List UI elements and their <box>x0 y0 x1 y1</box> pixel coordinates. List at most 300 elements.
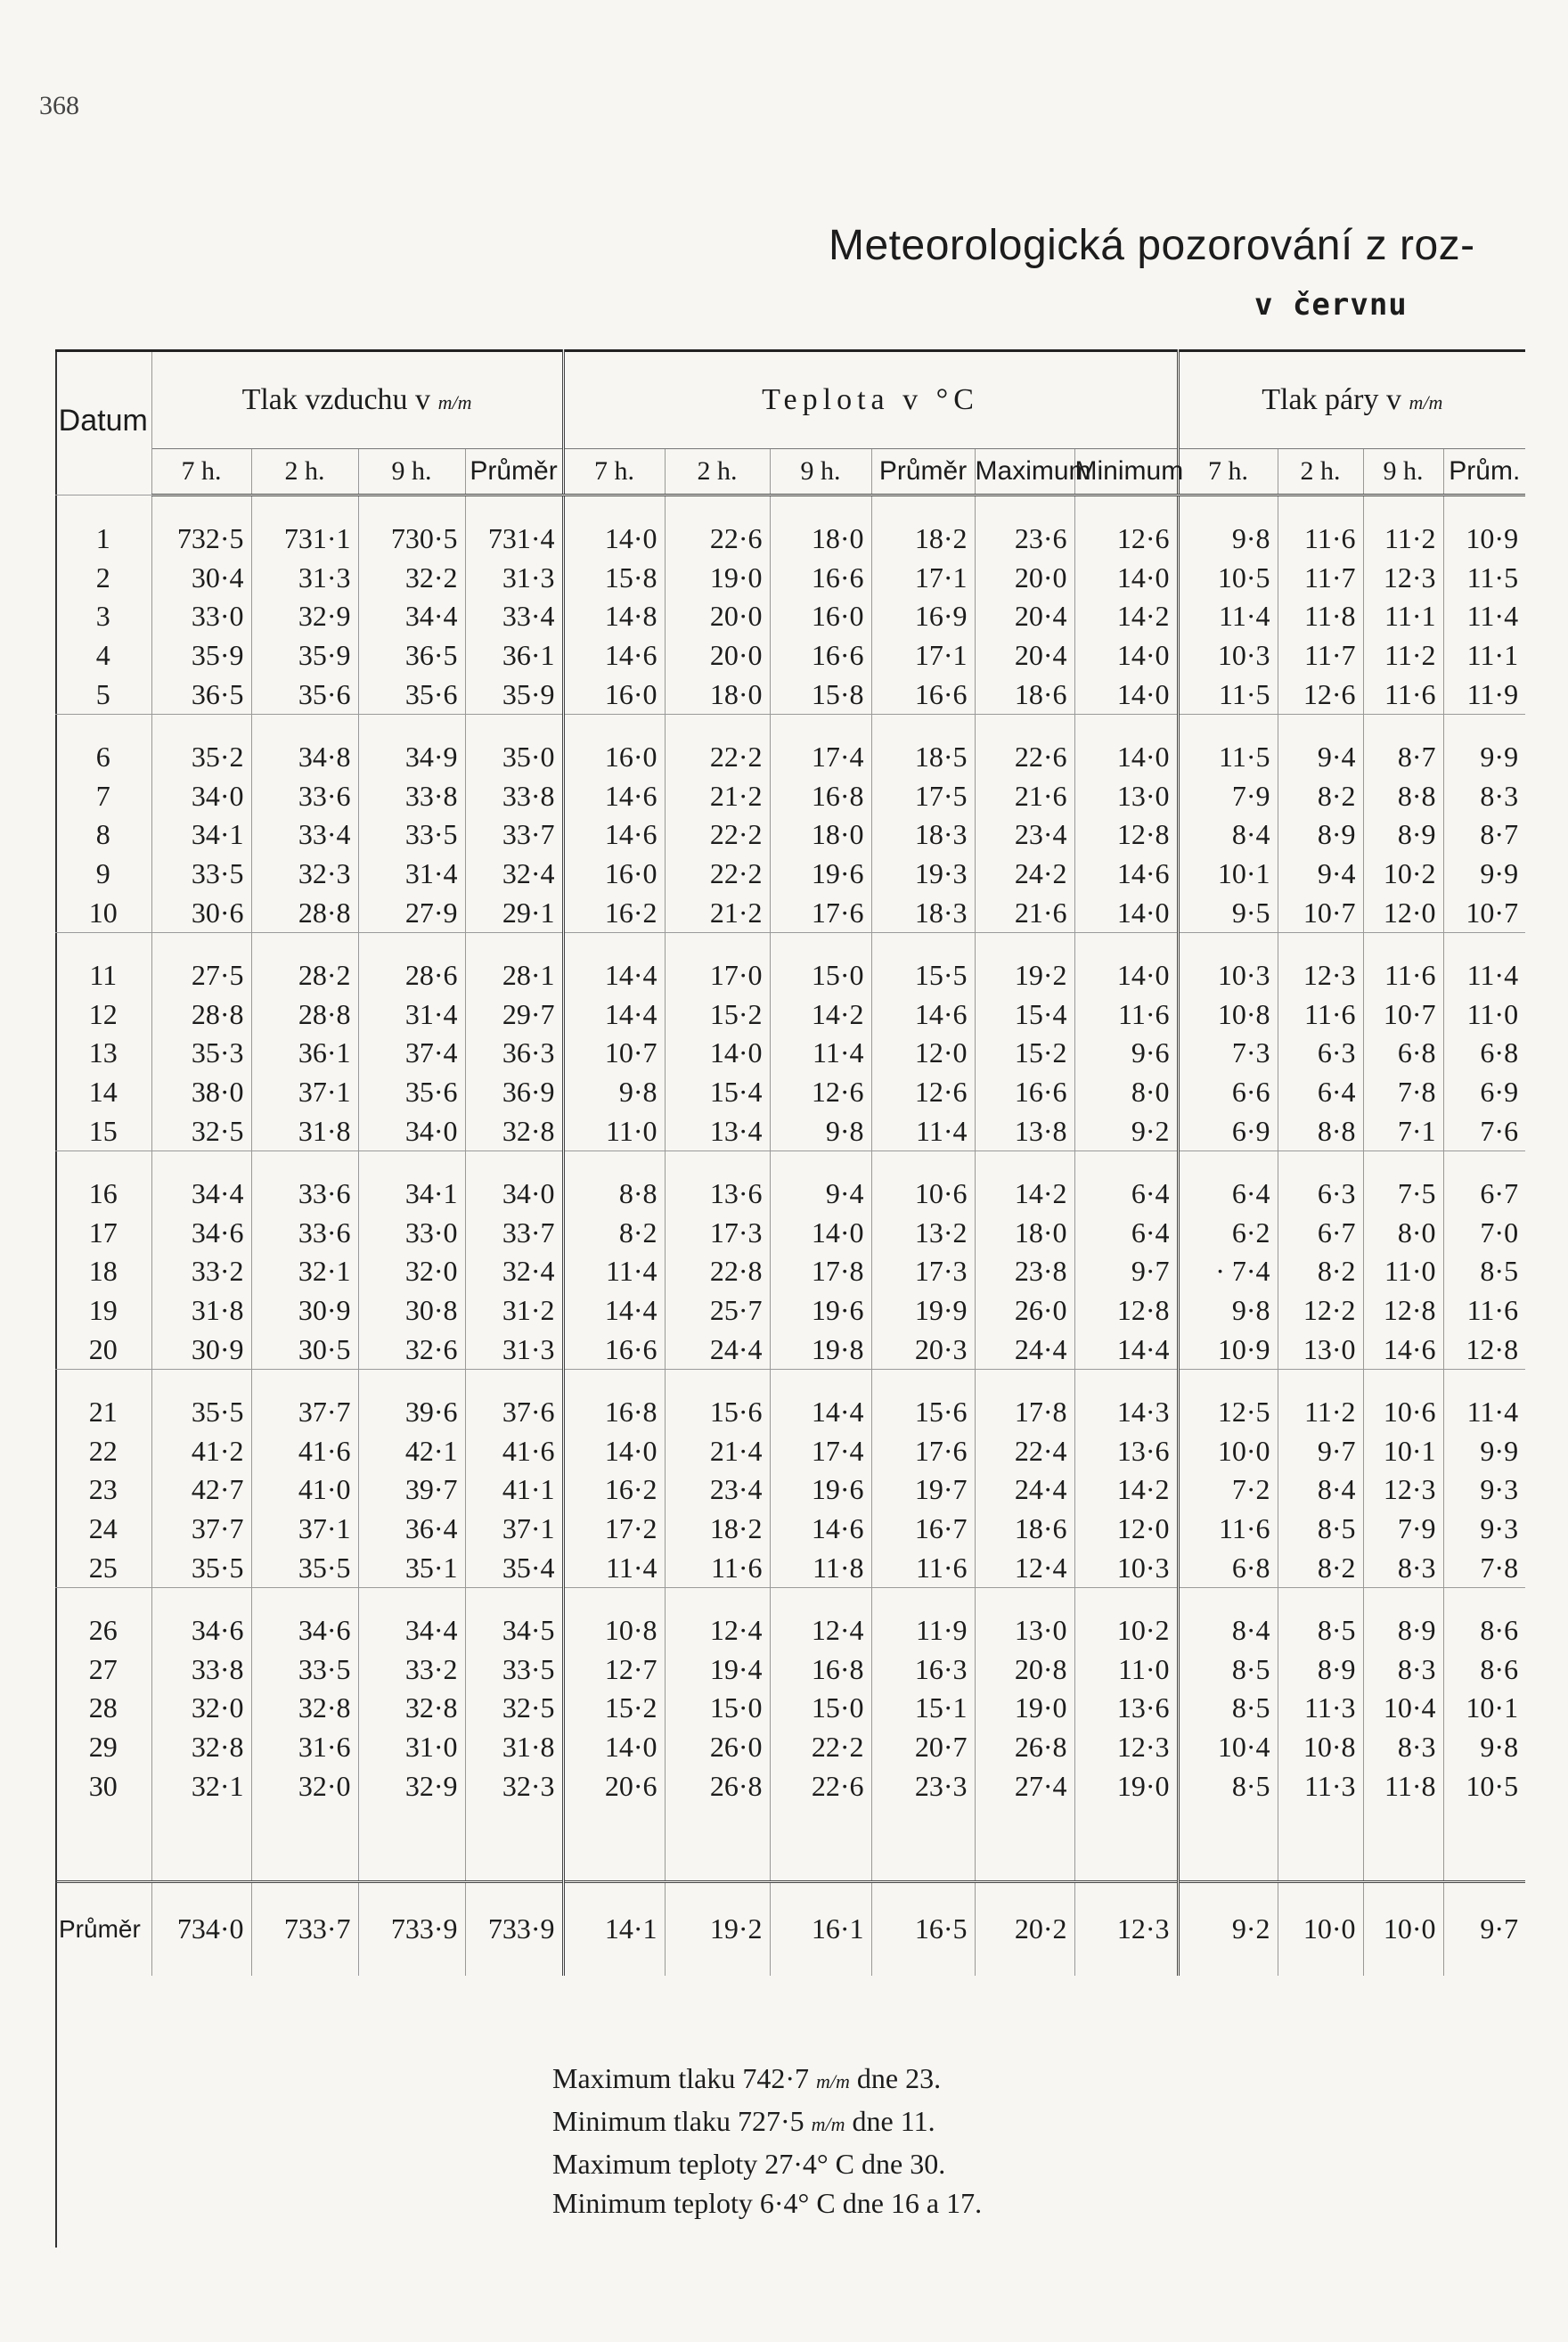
table-row <box>55 1330 1525 1369</box>
value-cell: 14·3 <box>1074 1369 1178 1431</box>
value-cell: 28·1 <box>465 932 563 995</box>
value-cell: 16·9 <box>871 597 975 636</box>
value-cell: 18·6 <box>975 1510 1074 1549</box>
note-min-pressure-prefix: Minimum tlaku 727·5 <box>552 2105 804 2137</box>
value-cell: 18·6 <box>975 675 1074 714</box>
header-vapor <box>1178 351 1525 449</box>
value-cell: 11·5 <box>1178 714 1278 776</box>
value-cell: 9·9 <box>1443 714 1525 776</box>
spacer-cell <box>1443 1806 1525 1882</box>
value-cell: 36·5 <box>151 675 251 714</box>
value-cell: 8·3 <box>1363 1650 1443 1689</box>
value-cell: 10·2 <box>1074 1587 1178 1650</box>
average-value: 733·7 <box>251 1881 358 1976</box>
day-cell: 30 <box>88 1769 118 1802</box>
value-cell: 31·8 <box>465 1728 563 1767</box>
table-row <box>55 1766 1525 1806</box>
value-cell: 21·2 <box>665 893 770 932</box>
subheader-pressure-1: 2 h. <box>251 449 358 495</box>
value-cell: 9·8 <box>563 1073 665 1112</box>
day-cell: 24 <box>88 1511 118 1544</box>
value-cell: 8·6 <box>1443 1650 1525 1689</box>
value-cell: 34·8 <box>251 714 358 776</box>
value-cell: 13·6 <box>1074 1431 1178 1470</box>
value-cell: 8·3 <box>1363 1728 1443 1767</box>
value-cell: 35·9 <box>251 636 358 676</box>
value-cell: 35·1 <box>358 1548 465 1587</box>
value-cell: 6·4 <box>1074 1214 1178 1253</box>
value-cell: 16·0 <box>770 597 871 636</box>
average-label: Průměr <box>55 1881 151 1976</box>
value-cell: 30·8 <box>358 1291 465 1331</box>
value-cell: 10·0 <box>1178 1431 1278 1470</box>
value-cell: 8·2 <box>1278 1548 1363 1587</box>
value-cell: 32·2 <box>358 559 465 598</box>
value-cell: 35·0 <box>465 714 563 776</box>
value-cell: 37·4 <box>358 1034 465 1073</box>
value-cell: 31·3 <box>251 559 358 598</box>
value-cell: 12·4 <box>975 1548 1074 1587</box>
average-value: 12·3 <box>1074 1881 1178 1976</box>
value-cell: 34·6 <box>151 1587 251 1650</box>
value-cell: · 7·4 <box>1178 1252 1278 1291</box>
header-subcolumn-row <box>55 449 1525 495</box>
value-cell: 9·8 <box>1178 1291 1278 1331</box>
value-cell: 10·1 <box>1443 1689 1525 1728</box>
value-cell: 41·2 <box>151 1431 251 1470</box>
value-cell: 19·3 <box>871 855 975 894</box>
value-cell: 30·6 <box>151 893 251 932</box>
value-cell: 10·7 <box>563 1034 665 1073</box>
value-cell: 35·5 <box>251 1548 358 1587</box>
table-row <box>55 815 1525 855</box>
table-row <box>55 855 1525 894</box>
value-cell: 21·6 <box>975 777 1074 816</box>
value-cell: 41·1 <box>465 1470 563 1510</box>
value-cell: 20·8 <box>975 1650 1074 1689</box>
value-cell: 33·2 <box>151 1252 251 1291</box>
value-cell: 9·7 <box>1074 1252 1178 1291</box>
value-cell: 35·3 <box>151 1034 251 1073</box>
value-cell: 9·5 <box>1178 893 1278 932</box>
table-row <box>55 1728 1525 1767</box>
table-row <box>55 597 1525 636</box>
value-cell: 11·4 <box>770 1034 871 1073</box>
table-row <box>55 932 1525 995</box>
value-cell: 8·4 <box>1178 815 1278 855</box>
value-cell: 8·9 <box>1363 815 1443 855</box>
value-cell: 11·6 <box>1074 995 1178 1035</box>
subheader-pressure-3: Průměr <box>465 449 563 495</box>
value-cell: 32·5 <box>465 1689 563 1728</box>
value-cell: 10·1 <box>1363 1431 1443 1470</box>
value-cell: 13·2 <box>871 1214 975 1253</box>
value-cell: 18·2 <box>665 1510 770 1549</box>
page-title: Meteorologická pozorování z roz- <box>829 222 1475 269</box>
value-cell: 18·2 <box>871 495 975 559</box>
value-cell: 9·2 <box>1074 1111 1178 1151</box>
note-min-temperature: Minimum teploty 6·4° C dne 16 a 17. <box>552 2187 983 2219</box>
value-cell: 18·0 <box>665 675 770 714</box>
average-value: 9·7 <box>1443 1881 1525 1976</box>
value-cell: 10·5 <box>1443 1766 1525 1806</box>
value-cell: 14·6 <box>770 1510 871 1549</box>
value-cell: 33·6 <box>251 1214 358 1253</box>
value-cell: 32·8 <box>465 1111 563 1151</box>
value-cell: 20·0 <box>665 636 770 676</box>
value-cell: 10·3 <box>1178 636 1278 676</box>
value-cell: 11·4 <box>1443 597 1525 636</box>
value-cell: 37·1 <box>251 1510 358 1549</box>
value-cell: 14·6 <box>563 777 665 816</box>
value-cell: 37·1 <box>251 1073 358 1112</box>
value-cell: 11·0 <box>1443 995 1525 1035</box>
value-cell: 31·3 <box>465 559 563 598</box>
value-cell: 13·6 <box>665 1151 770 1213</box>
value-cell: 14·0 <box>1074 636 1178 676</box>
value-cell: 20·0 <box>975 559 1074 598</box>
value-cell: 11·8 <box>770 1548 871 1587</box>
note-min-pressure-unit: m/m <box>811 2113 845 2135</box>
value-cell: 19·9 <box>871 1291 975 1331</box>
value-cell: 10·4 <box>1363 1689 1443 1728</box>
value-cell: 13·8 <box>975 1111 1074 1151</box>
value-cell: 12·6 <box>1278 675 1363 714</box>
header-pressure-label: Tlak vzduchu v <box>241 383 431 416</box>
value-cell: 17·8 <box>975 1369 1074 1431</box>
value-cell: 10·4 <box>1178 1728 1278 1767</box>
value-cell: 17·1 <box>871 559 975 598</box>
value-cell: 8·5 <box>1278 1587 1363 1650</box>
spacer-cell <box>151 1806 251 1882</box>
table-row <box>55 495 1525 559</box>
value-cell: 13·0 <box>1278 1330 1363 1369</box>
value-cell: 9·3 <box>1443 1470 1525 1510</box>
value-cell: 7·8 <box>1443 1548 1525 1587</box>
page-subtitle: v červnu <box>1254 287 1408 323</box>
value-cell: 6·4 <box>1178 1151 1278 1213</box>
observation-table <box>55 349 1525 1976</box>
value-cell: 11·0 <box>563 1111 665 1151</box>
day-cell: 27 <box>88 1652 118 1685</box>
value-cell: 33·7 <box>465 1214 563 1253</box>
value-cell: 31·6 <box>251 1728 358 1767</box>
value-cell: 16·2 <box>563 893 665 932</box>
value-cell: 41·0 <box>251 1470 358 1510</box>
value-cell: 22·4 <box>975 1431 1074 1470</box>
value-cell: 17·3 <box>871 1252 975 1291</box>
value-cell: 8·2 <box>1278 1252 1363 1291</box>
header-pressure <box>151 351 563 449</box>
value-cell: 33·5 <box>465 1650 563 1689</box>
value-cell: 20·6 <box>563 1766 665 1806</box>
value-cell: 16·0 <box>563 855 665 894</box>
value-cell: 14·4 <box>1074 1330 1178 1369</box>
value-cell: 6·7 <box>1278 1214 1363 1253</box>
value-cell: 8·2 <box>563 1214 665 1253</box>
value-cell: 8·4 <box>1178 1587 1278 1650</box>
average-value: 9·2 <box>1178 1881 1278 1976</box>
note-max-pressure <box>552 2059 982 2101</box>
value-cell: 19·6 <box>770 1291 871 1331</box>
spacer-cell <box>358 1806 465 1882</box>
value-cell: 32·8 <box>251 1689 358 1728</box>
value-cell: 16·6 <box>770 559 871 598</box>
value-cell: 9·9 <box>1443 1431 1525 1470</box>
table-row <box>55 1214 1525 1253</box>
day-cell: 14 <box>88 1076 118 1109</box>
value-cell: 31·8 <box>151 1291 251 1331</box>
table-row <box>55 1111 1525 1151</box>
value-cell: 13·0 <box>1074 777 1178 816</box>
day-cell: 29 <box>88 1730 118 1763</box>
value-cell: 13·6 <box>1074 1689 1178 1728</box>
value-cell: 12·3 <box>1363 1470 1443 1510</box>
value-cell: 730·5 <box>358 495 465 559</box>
value-cell: 35·5 <box>151 1548 251 1587</box>
table-row <box>55 636 1525 676</box>
value-cell: 18·3 <box>871 815 975 855</box>
value-cell: 15·0 <box>770 1689 871 1728</box>
value-cell: 12·3 <box>1278 932 1363 995</box>
table-row <box>55 1073 1525 1112</box>
value-cell: 35·4 <box>465 1548 563 1587</box>
header-datum: Datum <box>55 351 151 495</box>
value-cell: 6·6 <box>1178 1073 1278 1112</box>
value-cell: 9·4 <box>1278 855 1363 894</box>
value-cell: 11·6 <box>1443 1291 1525 1331</box>
header-vapor-unit: m/m <box>1409 391 1443 414</box>
spacer-cell <box>665 1806 770 1882</box>
value-cell: 20·3 <box>871 1330 975 1369</box>
value-cell: 8·6 <box>1443 1587 1525 1650</box>
table-row <box>55 1151 1525 1213</box>
value-cell: 14·6 <box>1074 855 1178 894</box>
value-cell: 33·8 <box>151 1650 251 1689</box>
value-cell: 34·4 <box>151 1151 251 1213</box>
value-cell: 34·1 <box>151 815 251 855</box>
table-row <box>55 1291 1525 1331</box>
value-cell: 41·6 <box>251 1431 358 1470</box>
value-cell: 10·5 <box>1178 559 1278 598</box>
spacer-cell <box>1074 1806 1178 1882</box>
value-cell: 11·3 <box>1278 1766 1363 1806</box>
header-pressure-unit: m/m <box>437 391 472 414</box>
spacer-cell <box>871 1806 975 1882</box>
value-cell: 14·0 <box>563 495 665 559</box>
value-cell: 14·6 <box>563 636 665 676</box>
value-cell: 15·6 <box>871 1369 975 1431</box>
value-cell: 17·5 <box>871 777 975 816</box>
value-cell: 16·0 <box>563 675 665 714</box>
header-temperature: Teplota v °C <box>563 351 1178 449</box>
value-cell: 26·0 <box>665 1728 770 1767</box>
value-cell: 9·6 <box>1074 1034 1178 1073</box>
value-cell: 14·0 <box>1074 714 1178 776</box>
value-cell: 14·0 <box>1074 675 1178 714</box>
subheader-vapor-0: 7 h. <box>1178 449 1278 495</box>
value-cell: 39·7 <box>358 1470 465 1510</box>
table-row <box>55 1431 1525 1470</box>
value-cell: 16·7 <box>871 1510 975 1549</box>
value-cell: 16·6 <box>770 636 871 676</box>
value-cell: 24·4 <box>975 1330 1074 1369</box>
value-cell: 19·0 <box>665 559 770 598</box>
value-cell: 29·7 <box>465 995 563 1035</box>
day-cell: 10 <box>88 896 118 929</box>
value-cell: 11·9 <box>1443 675 1525 714</box>
note-max-pressure-unit: m/m <box>815 2070 850 2092</box>
value-cell: 8·9 <box>1278 815 1363 855</box>
value-cell: 8·4 <box>1278 1470 1363 1510</box>
value-cell: 33·4 <box>465 597 563 636</box>
day-cell: 17 <box>88 1216 118 1249</box>
spacer-cell <box>55 1806 151 1882</box>
day-cell: 2 <box>95 561 110 594</box>
value-cell: 14·4 <box>563 1291 665 1331</box>
value-cell: 11·3 <box>1278 1689 1363 1728</box>
table-row <box>55 1650 1525 1689</box>
value-cell: 22·2 <box>665 815 770 855</box>
spacer-cell <box>770 1806 871 1882</box>
value-cell: 731·4 <box>465 495 563 559</box>
value-cell: 33·5 <box>151 855 251 894</box>
value-cell: 24·2 <box>975 855 1074 894</box>
day-cell: 12 <box>88 997 118 1030</box>
day-cell: 23 <box>88 1473 118 1506</box>
table-row <box>55 1548 1525 1587</box>
value-cell: 22·6 <box>665 495 770 559</box>
value-cell: 37·6 <box>465 1369 563 1431</box>
value-cell: 36·1 <box>465 636 563 676</box>
value-cell: 7·3 <box>1178 1034 1278 1073</box>
value-cell: 6·7 <box>1443 1151 1525 1213</box>
value-cell: 9·3 <box>1443 1510 1525 1549</box>
average-value: 10·0 <box>1278 1881 1363 1976</box>
value-cell: 12·3 <box>1363 559 1443 598</box>
spacer-cell <box>1363 1806 1443 1882</box>
value-cell: 19·0 <box>975 1689 1074 1728</box>
value-cell: 11·6 <box>1278 995 1363 1035</box>
value-cell: 32·4 <box>465 855 563 894</box>
value-cell: 9·8 <box>1443 1728 1525 1767</box>
value-cell: 36·5 <box>358 636 465 676</box>
value-cell: 9·4 <box>770 1151 871 1213</box>
value-cell: 39·6 <box>358 1369 465 1431</box>
day-cell: 5 <box>95 677 110 710</box>
spacer-row <box>55 1806 1525 1882</box>
value-cell: 34·4 <box>358 597 465 636</box>
value-cell: 15·8 <box>770 675 871 714</box>
table-row <box>55 559 1525 598</box>
note-max-pressure-prefix: Maximum tlaku 742·7 <box>552 2062 809 2094</box>
value-cell: 19·6 <box>770 855 871 894</box>
value-cell: 33·8 <box>358 777 465 816</box>
value-cell: 23·8 <box>975 1252 1074 1291</box>
value-cell: 19·4 <box>665 1650 770 1689</box>
table-row <box>55 714 1525 776</box>
value-cell: 10·7 <box>1443 893 1525 932</box>
value-cell: 36·9 <box>465 1073 563 1112</box>
day-cell: 4 <box>95 639 110 672</box>
value-cell: 34·6 <box>151 1214 251 1253</box>
table-body <box>55 495 1525 1976</box>
value-cell: 33·2 <box>358 1650 465 1689</box>
value-cell: 14·4 <box>563 932 665 995</box>
value-cell: 24·4 <box>975 1470 1074 1510</box>
table-row <box>55 1369 1525 1431</box>
value-cell: 20·7 <box>871 1728 975 1767</box>
value-cell: 14·4 <box>563 995 665 1035</box>
value-cell: 18·5 <box>871 714 975 776</box>
value-cell: 35·2 <box>151 714 251 776</box>
day-cell: 13 <box>88 1036 118 1069</box>
value-cell: 11·6 <box>1363 675 1443 714</box>
subheader-vapor-1: 2 h. <box>1278 449 1363 495</box>
value-cell: 11·2 <box>1278 1369 1363 1431</box>
value-cell: 23·6 <box>975 495 1074 559</box>
value-cell: 28·8 <box>151 995 251 1035</box>
value-cell: 10·6 <box>871 1151 975 1213</box>
day-cell: 8 <box>95 818 110 851</box>
value-cell: 28·2 <box>251 932 358 995</box>
value-cell: 9·4 <box>1278 714 1363 776</box>
subheader-temp-2: 9 h. <box>770 449 871 495</box>
value-cell: 14·2 <box>975 1151 1074 1213</box>
note-max-temperature: Maximum teploty 27·4° C dne 30. <box>552 2148 946 2180</box>
value-cell: 29·1 <box>465 893 563 932</box>
value-cell: 32·0 <box>358 1252 465 1291</box>
value-cell: 31·4 <box>358 995 465 1035</box>
subheader-vapor-3: Prům. <box>1443 449 1525 495</box>
value-cell: 14·8 <box>563 597 665 636</box>
value-cell: 15·2 <box>563 1689 665 1728</box>
value-cell: 13·4 <box>665 1111 770 1151</box>
value-cell: 15·5 <box>871 932 975 995</box>
day-cell: 21 <box>55 1369 151 1431</box>
value-cell: 22·8 <box>665 1252 770 1291</box>
value-cell: 12·0 <box>871 1034 975 1073</box>
value-cell: 8·5 <box>1178 1650 1278 1689</box>
value-cell: 8·9 <box>1278 1650 1363 1689</box>
value-cell: 11·7 <box>1278 636 1363 676</box>
value-cell: 15·2 <box>665 995 770 1035</box>
value-cell: 10·8 <box>1178 995 1278 1035</box>
subheader-temp-3: Průměr <box>871 449 975 495</box>
value-cell: 12·6 <box>1074 495 1178 559</box>
value-cell: 11·4 <box>871 1111 975 1151</box>
day-cell: 9 <box>95 857 110 890</box>
value-cell: 17·4 <box>770 714 871 776</box>
value-cell: 15·4 <box>665 1073 770 1112</box>
value-cell: 32·4 <box>465 1252 563 1291</box>
value-cell: 12·6 <box>871 1073 975 1112</box>
value-cell: 12·8 <box>1443 1330 1525 1369</box>
value-cell: 8·9 <box>1363 1587 1443 1650</box>
value-cell: 7·9 <box>1178 777 1278 816</box>
table-row <box>55 1587 1525 1650</box>
spacer-cell <box>1178 1806 1278 1882</box>
value-cell: 28·8 <box>251 893 358 932</box>
value-cell: 16·0 <box>563 714 665 776</box>
value-cell: 16·8 <box>563 1369 665 1431</box>
note-min-pressure <box>552 2101 982 2144</box>
value-cell: 32·5 <box>151 1111 251 1151</box>
value-cell: 23·3 <box>871 1766 975 1806</box>
value-cell: 11·6 <box>665 1548 770 1587</box>
subheader-temp-5: Minimum <box>1074 449 1178 495</box>
value-cell: 22·2 <box>665 855 770 894</box>
